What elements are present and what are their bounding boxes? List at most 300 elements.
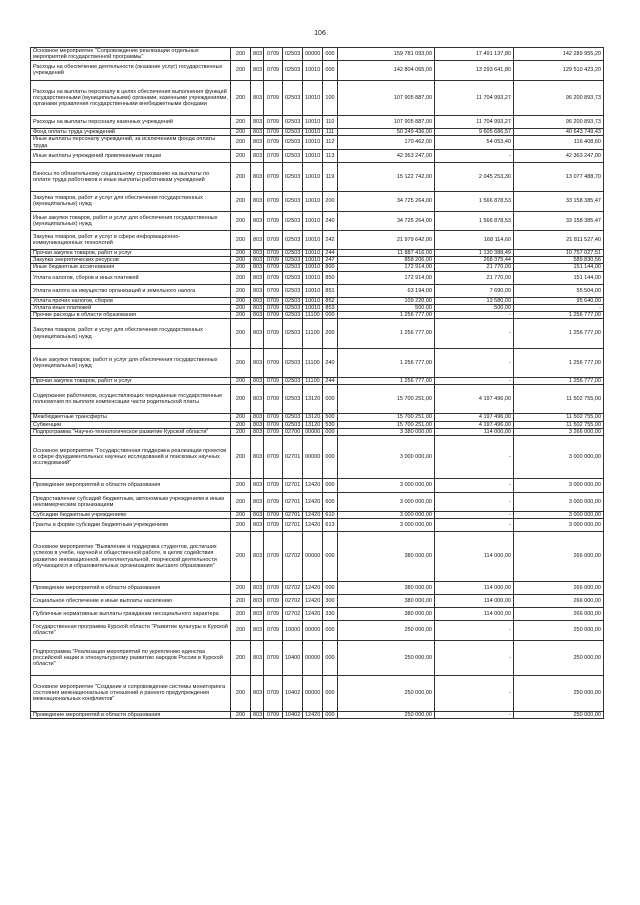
row-section-cell: 0709 — [264, 192, 283, 211]
row-expense-type-cell: 850 — [323, 271, 338, 284]
row-section-cell: 0709 — [264, 608, 283, 621]
row-expense-type-cell: 610 — [323, 511, 338, 518]
row-expense-type-cell: 500 — [323, 414, 338, 421]
row-name-cell: Субсидии бюджетным учреждениям — [31, 511, 231, 518]
row-name-cell: Подпрограмма "Реализация мероприятий по укреплению единства российской нации и этнокультурному развитию народов России в Курской области" — [31, 640, 231, 675]
row-amount-executed-cell: 54 053,40 — [435, 136, 514, 149]
row-expense-type-cell: 300 — [323, 594, 338, 607]
row-code-cell: 200 — [231, 676, 251, 711]
row-code-cell: 200 — [231, 319, 251, 348]
row-name-cell: Взносы по обязательному социальному страхованию на выплаты по оплате труда работников и иные выплаты работникам учреждений — [31, 162, 231, 191]
row-program-cell: 02503 — [283, 385, 303, 414]
row-ministry-cell: 803 — [251, 116, 264, 129]
row-section-cell: 0709 — [264, 305, 283, 312]
row-name-cell: Уплата налога на имущество организаций и земельного налога — [31, 284, 231, 297]
row-name-cell: Расходы на выплаты персоналу казенных учреждений — [31, 116, 231, 129]
row-name-cell: Основное мероприятие "Выявление и поддержка студентов, достигших успехов в учебе, научной и общественной работе, в целях содействия развитию инновационной, интеллектуальной, творческой деятельности обучающихся в образовательных организациях высшего образования" — [31, 532, 231, 582]
row-program-cell: 02503 — [283, 284, 303, 297]
row-amount-planned-cell: 142 804 065,00 — [338, 61, 435, 80]
row-amount-planned-cell: 11 887 416,00 — [338, 250, 435, 257]
row-direction-cell: 10010 — [303, 284, 323, 297]
row-code-cell: 200 — [231, 284, 251, 297]
row-program-cell: 02701 — [283, 511, 303, 518]
row-expense-type-cell: 000 — [323, 48, 338, 61]
row-section-cell: 0709 — [264, 519, 283, 532]
row-name-cell: Уплата налогов, сборов и иных платежей — [31, 271, 231, 284]
row-program-cell: 02503 — [283, 348, 303, 377]
row-section-cell: 0709 — [264, 250, 283, 257]
row-amount-executed-cell: 1 566 878,53 — [435, 192, 514, 211]
row-code-cell: 200 — [231, 297, 251, 304]
row-amount-planned-cell: 380 000,00 — [338, 581, 435, 594]
table-row — [31, 348, 604, 377]
row-program-cell: 02503 — [283, 48, 303, 61]
row-direction-cell: 10010 — [303, 192, 323, 211]
row-section-cell: 0709 — [264, 312, 283, 319]
row-amount-executed-cell: 114 000,00 — [435, 594, 514, 607]
row-amount-remaining-cell: 250 000,00 — [514, 640, 604, 675]
row-code-cell: 200 — [231, 608, 251, 621]
row-amount-executed-cell: 1 130 388,49 — [435, 250, 514, 257]
row-code-cell: 200 — [231, 312, 251, 319]
table-row — [31, 532, 604, 582]
row-code-cell: 200 — [231, 250, 251, 257]
row-expense-type-cell: 000 — [323, 711, 338, 718]
row-name-cell: Проведение мероприятий в области образования — [31, 581, 231, 594]
table-row — [31, 479, 604, 492]
row-amount-planned-cell: 1 256 777,00 — [338, 319, 435, 348]
table-row — [31, 116, 604, 129]
row-name-cell: Основное мероприятие "Государственная поддержка реализации проектов в сфере фундаментальных научных исследований и поисковых научных исследований" — [31, 435, 231, 478]
row-amount-remaining-cell: 589 830,56 — [514, 257, 604, 264]
table-row — [31, 136, 604, 149]
row-amount-executed-cell: 268 375,44 — [435, 257, 514, 264]
row-program-cell: 02503 — [283, 211, 303, 230]
table-row — [31, 48, 604, 61]
row-amount-remaining-cell: 3 000 000,00 — [514, 492, 604, 511]
row-amount-executed-cell: 114 000,00 — [435, 581, 514, 594]
row-amount-remaining-cell: - — [514, 305, 604, 312]
row-amount-planned-cell: 250 000,00 — [338, 621, 435, 640]
table-row — [31, 250, 604, 257]
row-direction-cell: 12420 — [303, 479, 323, 492]
row-amount-remaining-cell: 11 502 755,00 — [514, 385, 604, 414]
row-direction-cell: 11100 — [303, 348, 323, 377]
row-expense-type-cell: 000 — [323, 532, 338, 582]
row-direction-cell: 00000 — [303, 532, 323, 582]
row-ministry-cell: 803 — [251, 581, 264, 594]
row-amount-planned-cell: 170 462,00 — [338, 136, 435, 149]
row-expense-type-cell: 000 — [323, 435, 338, 478]
row-ministry-cell: 803 — [251, 414, 264, 421]
row-name-cell: Субвенции — [31, 421, 231, 428]
row-name-cell: Основное мероприятие "Создание и сопровождение системы мониторинга состояния межнациональных отношений и раннего предупреждения межнациональных конфликтов" — [31, 676, 231, 711]
row-amount-remaining-cell: 1 256 777,00 — [514, 312, 604, 319]
row-ministry-cell: 803 — [251, 271, 264, 284]
row-amount-executed-cell: 4 197 496,00 — [435, 421, 514, 428]
row-expense-type-cell: 242 — [323, 230, 338, 249]
row-program-cell: 02503 — [283, 421, 303, 428]
row-direction-cell: 10010 — [303, 250, 323, 257]
row-amount-planned-cell: 858 206,00 — [338, 257, 435, 264]
table-row — [31, 80, 604, 115]
row-amount-executed-cell: - — [435, 378, 514, 385]
row-expense-type-cell: 800 — [323, 264, 338, 271]
row-code-cell: 200 — [231, 428, 251, 435]
row-name-cell: Иные бюджетные ассигнования — [31, 264, 231, 271]
row-ministry-cell: 803 — [251, 312, 264, 319]
row-direction-cell: 11100 — [303, 319, 323, 348]
row-name-cell: Иные выплаты учреждений привлекаемым лицам — [31, 149, 231, 162]
row-code-cell: 200 — [231, 80, 251, 115]
row-direction-cell: 10010 — [303, 257, 323, 264]
row-name-cell: Прочая закупка товаров, работ и услуг — [31, 378, 231, 385]
row-name-cell: Гранты в форме субсидии бюджетным учреждениям — [31, 519, 231, 532]
table-row — [31, 435, 604, 478]
row-section-cell: 0709 — [264, 511, 283, 518]
row-expense-type-cell: 000 — [323, 621, 338, 640]
row-amount-remaining-cell: 250 000,00 — [514, 711, 604, 718]
row-direction-cell: 00000 — [303, 48, 323, 61]
row-expense-type-cell: 530 — [323, 421, 338, 428]
row-program-cell: 02701 — [283, 492, 303, 511]
row-ministry-cell: 803 — [251, 192, 264, 211]
row-name-cell: Иные закупки товаров, работ и услуг для обеспечения государственных (муниципальных) нужд — [31, 211, 231, 230]
row-ministry-cell: 803 — [251, 608, 264, 621]
row-direction-cell: 00000 — [303, 428, 323, 435]
row-amount-planned-cell: 15 700 251,00 — [338, 414, 435, 421]
row-expense-type-cell: 853 — [323, 305, 338, 312]
row-direction-cell: 10010 — [303, 162, 323, 191]
table-row — [31, 149, 604, 162]
table-row — [31, 421, 604, 428]
row-program-cell: 02503 — [283, 257, 303, 264]
row-program-cell: 02702 — [283, 532, 303, 582]
row-direction-cell: 10010 — [303, 129, 323, 136]
row-section-cell: 0709 — [264, 378, 283, 385]
row-name-cell: Расходы на обеспечение деятельности (оказание услуг) государственных учреждений — [31, 61, 231, 80]
row-amount-remaining-cell: 3 000 000,00 — [514, 511, 604, 518]
row-direction-cell: 10010 — [303, 80, 323, 115]
row-amount-remaining-cell: 3 000 000,00 — [514, 435, 604, 478]
row-direction-cell: 10010 — [303, 149, 323, 162]
row-code-cell: 200 — [231, 378, 251, 385]
row-ministry-cell: 803 — [251, 532, 264, 582]
row-direction-cell: 12420 — [303, 711, 323, 718]
row-name-cell: Проведение мероприятий в области образования — [31, 479, 231, 492]
row-expense-type-cell: 613 — [323, 519, 338, 532]
table-row — [31, 492, 604, 511]
row-section-cell: 0709 — [264, 319, 283, 348]
row-direction-cell: 10010 — [303, 136, 323, 149]
row-amount-executed-cell: - — [435, 640, 514, 675]
row-ministry-cell: 803 — [251, 435, 264, 478]
row-direction-cell: 10010 — [303, 297, 323, 304]
row-amount-remaining-cell: 1 256 777,00 — [514, 319, 604, 348]
row-direction-cell: 12420 — [303, 519, 323, 532]
row-amount-executed-cell: - — [435, 479, 514, 492]
row-expense-type-cell: 100 — [323, 80, 338, 115]
row-ministry-cell: 803 — [251, 284, 264, 297]
row-amount-planned-cell: 21 979 642,00 — [338, 230, 435, 249]
table-row — [31, 676, 604, 711]
row-expense-type-cell: 110 — [323, 116, 338, 129]
table-row — [31, 271, 604, 284]
row-name-cell: Закупка товаров, работ и услуг для обеспечения государственных (муниципальных) нужд — [31, 319, 231, 348]
row-amount-planned-cell: 3 000 000,00 — [338, 479, 435, 492]
row-section-cell: 0709 — [264, 271, 283, 284]
row-amount-remaining-cell: 33 158 385,47 — [514, 211, 604, 230]
row-direction-cell: 12420 — [303, 511, 323, 518]
row-ministry-cell: 803 — [251, 421, 264, 428]
table-row — [31, 211, 604, 230]
row-program-cell: 10402 — [283, 711, 303, 718]
row-program-cell: 02503 — [283, 378, 303, 385]
row-program-cell: 02503 — [283, 305, 303, 312]
row-ministry-cell: 803 — [251, 211, 264, 230]
row-expense-type-cell: 000 — [323, 581, 338, 594]
row-ministry-cell: 803 — [251, 136, 264, 149]
table-row — [31, 297, 604, 304]
row-amount-planned-cell: 172 914,00 — [338, 271, 435, 284]
row-section-cell: 0709 — [264, 532, 283, 582]
row-amount-remaining-cell: 151 144,00 — [514, 264, 604, 271]
row-direction-cell: 12420 — [303, 581, 323, 594]
row-section-cell: 0709 — [264, 348, 283, 377]
row-name-cell: Проведение мероприятий в области образования — [31, 711, 231, 718]
row-amount-planned-cell: 250 000,00 — [338, 676, 435, 711]
row-amount-executed-cell: 168 114,60 — [435, 230, 514, 249]
table-row — [31, 312, 604, 319]
row-amount-executed-cell: 1 566 878,53 — [435, 211, 514, 230]
row-section-cell: 0709 — [264, 284, 283, 297]
row-amount-remaining-cell: 129 510 423,20 — [514, 61, 604, 80]
row-expense-type-cell: 112 — [323, 136, 338, 149]
row-amount-executed-cell: 7 690,00 — [435, 284, 514, 297]
row-amount-remaining-cell: 11 502 755,00 — [514, 421, 604, 428]
row-expense-type-cell: 000 — [323, 61, 338, 80]
row-amount-executed-cell: - — [435, 511, 514, 518]
row-program-cell: 02503 — [283, 319, 303, 348]
row-section-cell: 0709 — [264, 385, 283, 414]
row-code-cell: 200 — [231, 385, 251, 414]
row-code-cell: 200 — [231, 257, 251, 264]
row-amount-executed-cell: 21 770,00 — [435, 264, 514, 271]
row-ministry-cell: 803 — [251, 264, 264, 271]
row-code-cell: 200 — [231, 479, 251, 492]
row-expense-type-cell: 000 — [323, 312, 338, 319]
row-amount-executed-cell: 21 770,00 — [435, 271, 514, 284]
row-expense-type-cell: 240 — [323, 348, 338, 377]
row-amount-executed-cell: - — [435, 312, 514, 319]
row-amount-planned-cell: 15 700 251,00 — [338, 385, 435, 414]
table-row — [31, 608, 604, 621]
row-name-cell: Содержание работников, осуществляющих переданные государственные полномочия по выплате компенсации части родительской платы — [31, 385, 231, 414]
row-ministry-cell: 803 — [251, 297, 264, 304]
row-amount-remaining-cell: 21 811 527,40 — [514, 230, 604, 249]
row-code-cell: 200 — [231, 348, 251, 377]
row-direction-cell: 12420 — [303, 492, 323, 511]
table-row — [31, 581, 604, 594]
row-code-cell: 200 — [231, 581, 251, 594]
row-amount-remaining-cell: 3 266 000,00 — [514, 428, 604, 435]
row-program-cell: 10402 — [283, 676, 303, 711]
row-ministry-cell: 803 — [251, 61, 264, 80]
row-expense-type-cell: 000 — [323, 385, 338, 414]
row-expense-type-cell: 851 — [323, 284, 338, 297]
row-amount-planned-cell: 172 914,00 — [338, 264, 435, 271]
row-expense-type-cell: 247 — [323, 257, 338, 264]
row-direction-cell: 00000 — [303, 621, 323, 640]
row-code-cell: 200 — [231, 435, 251, 478]
row-section-cell: 0709 — [264, 257, 283, 264]
row-amount-planned-cell: 34 725 264,00 — [338, 211, 435, 230]
row-code-cell: 200 — [231, 230, 251, 249]
row-section-cell: 0709 — [264, 129, 283, 136]
row-code-cell: 200 — [231, 211, 251, 230]
row-section-cell: 0709 — [264, 80, 283, 115]
row-amount-remaining-cell: 266 000,00 — [514, 594, 604, 607]
row-amount-remaining-cell: 55 504,00 — [514, 284, 604, 297]
row-ministry-cell: 803 — [251, 162, 264, 191]
row-code-cell: 200 — [231, 594, 251, 607]
row-program-cell: 02503 — [283, 250, 303, 257]
row-amount-remaining-cell: 266 000,00 — [514, 608, 604, 621]
row-amount-executed-cell: - — [435, 435, 514, 478]
row-section-cell: 0709 — [264, 414, 283, 421]
row-code-cell: 200 — [231, 511, 251, 518]
row-amount-executed-cell: 11 704 993,27 — [435, 80, 514, 115]
row-ministry-cell: 803 — [251, 479, 264, 492]
row-section-cell: 0709 — [264, 435, 283, 478]
table-row — [31, 428, 604, 435]
row-ministry-cell: 803 — [251, 428, 264, 435]
row-amount-remaining-cell: 1 256 777,00 — [514, 348, 604, 377]
row-direction-cell: 00000 — [303, 676, 323, 711]
row-name-cell: Предоставление субсидий бюджетным, автономным учреждениям и иным некоммерческим организациям — [31, 492, 231, 511]
row-direction-cell: 10010 — [303, 230, 323, 249]
row-expense-type-cell: 852 — [323, 297, 338, 304]
row-code-cell: 200 — [231, 116, 251, 129]
row-expense-type-cell: 244 — [323, 250, 338, 257]
row-ministry-cell: 803 — [251, 511, 264, 518]
row-amount-planned-cell: 500,00 — [338, 305, 435, 312]
row-direction-cell: 13120 — [303, 414, 323, 421]
row-section-cell: 0709 — [264, 149, 283, 162]
row-code-cell: 200 — [231, 149, 251, 162]
table-row — [31, 319, 604, 348]
row-section-cell: 0709 — [264, 594, 283, 607]
row-expense-type-cell: 244 — [323, 378, 338, 385]
row-amount-remaining-cell: 42 363 247,00 — [514, 149, 604, 162]
row-code-cell: 200 — [231, 640, 251, 675]
row-amount-planned-cell: 1 256 777,00 — [338, 378, 435, 385]
row-program-cell: 02503 — [283, 61, 303, 80]
row-expense-type-cell: 000 — [323, 640, 338, 675]
row-direction-cell: 10010 — [303, 271, 323, 284]
row-ministry-cell: 803 — [251, 319, 264, 348]
row-amount-planned-cell: 15 122 742,00 — [338, 162, 435, 191]
row-direction-cell: 12420 — [303, 594, 323, 607]
row-amount-planned-cell: 3 000 000,00 — [338, 492, 435, 511]
row-direction-cell: 13120 — [303, 421, 323, 428]
row-ministry-cell: 803 — [251, 149, 264, 162]
row-expense-type-cell: 240 — [323, 211, 338, 230]
row-ministry-cell: 803 — [251, 80, 264, 115]
table-row — [31, 378, 604, 385]
row-program-cell: 02701 — [283, 479, 303, 492]
row-ministry-cell: 803 — [251, 594, 264, 607]
table-row — [31, 414, 604, 421]
row-direction-cell: 11100 — [303, 312, 323, 319]
row-name-cell: Уплата прочих налогов, сборов — [31, 297, 231, 304]
row-amount-planned-cell: 42 363 247,00 — [338, 149, 435, 162]
table-row — [31, 511, 604, 518]
row-amount-remaining-cell: 96 200 893,73 — [514, 80, 604, 115]
row-amount-executed-cell: 13 293 641,80 — [435, 61, 514, 80]
row-section-cell: 0709 — [264, 621, 283, 640]
row-program-cell: 10000 — [283, 621, 303, 640]
row-name-cell: Государственная программа Курской области "Развитие культуры в Курской области" — [31, 621, 231, 640]
row-amount-executed-cell: - — [435, 492, 514, 511]
row-amount-planned-cell: 63 194,00 — [338, 284, 435, 297]
row-amount-remaining-cell: 10 757 027,51 — [514, 250, 604, 257]
row-section-cell: 0709 — [264, 297, 283, 304]
row-amount-planned-cell: 3 000 000,00 — [338, 435, 435, 478]
row-direction-cell: 10010 — [303, 211, 323, 230]
row-expense-type-cell: 000 — [323, 428, 338, 435]
row-direction-cell: 10010 — [303, 305, 323, 312]
table-row — [31, 129, 604, 136]
row-section-cell: 0709 — [264, 581, 283, 594]
row-program-cell: 02503 — [283, 264, 303, 271]
row-amount-remaining-cell: 266 000,00 — [514, 532, 604, 582]
row-code-cell: 200 — [231, 492, 251, 511]
row-amount-executed-cell: 17 491 137,80 — [435, 48, 514, 61]
row-amount-remaining-cell: 95 640,00 — [514, 297, 604, 304]
row-amount-executed-cell: 114 000,00 — [435, 428, 514, 435]
row-amount-remaining-cell: 151 144,00 — [514, 271, 604, 284]
row-expense-type-cell: 113 — [323, 149, 338, 162]
row-section-cell: 0709 — [264, 421, 283, 428]
row-direction-cell: 10010 — [303, 116, 323, 129]
row-ministry-cell: 803 — [251, 621, 264, 640]
row-amount-remaining-cell: 40 643 749,43 — [514, 129, 604, 136]
row-ministry-cell: 803 — [251, 519, 264, 532]
row-amount-planned-cell: 109 220,00 — [338, 297, 435, 304]
row-amount-executed-cell: 4 197 496,00 — [435, 385, 514, 414]
row-amount-remaining-cell: 3 000 000,00 — [514, 519, 604, 532]
row-ministry-cell: 803 — [251, 305, 264, 312]
row-amount-remaining-cell: 1 256 777,00 — [514, 378, 604, 385]
row-amount-planned-cell: 250 000,00 — [338, 640, 435, 675]
row-program-cell: 02503 — [283, 192, 303, 211]
row-section-cell: 0709 — [264, 428, 283, 435]
row-amount-executed-cell: - — [435, 319, 514, 348]
row-section-cell: 0709 — [264, 711, 283, 718]
row-program-cell: 02702 — [283, 608, 303, 621]
row-amount-planned-cell: 380 000,00 — [338, 532, 435, 582]
row-code-cell: 200 — [231, 711, 251, 718]
row-code-cell: 200 — [231, 264, 251, 271]
row-program-cell: 02503 — [283, 312, 303, 319]
table-row — [31, 264, 604, 271]
table-row — [31, 711, 604, 718]
table-row — [31, 192, 604, 211]
row-name-cell: Межбюджетные трансферты — [31, 414, 231, 421]
table-row — [31, 230, 604, 249]
row-ministry-cell: 803 — [251, 129, 264, 136]
